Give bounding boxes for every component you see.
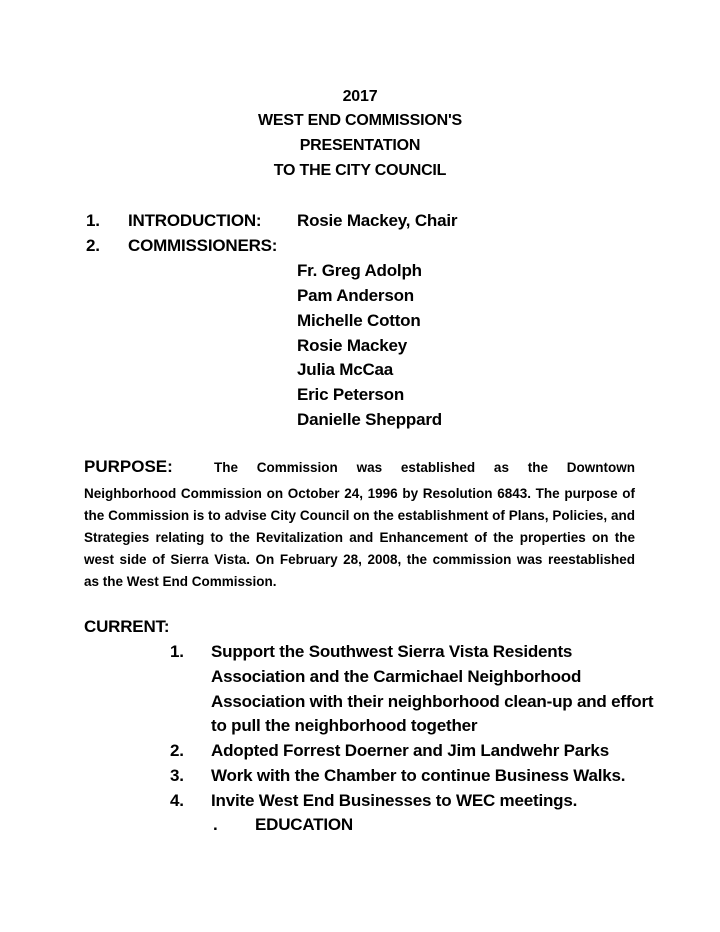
- commissioner-name: Pam Anderson: [297, 286, 414, 305]
- current-item-number: 1.: [170, 642, 184, 661]
- purpose-line: as the West End Commission.: [84, 574, 277, 589]
- current-item-line: Support the Southwest Sierra Vista Residents: [211, 642, 573, 661]
- current-item-line: Invite West End Businesses to WEC meetings.: [211, 791, 578, 810]
- title-commission: WEST END COMMISSION'S: [257, 112, 463, 129]
- current-item-number: 4.: [170, 791, 184, 810]
- commissioner-name: Michelle Cotton: [297, 311, 421, 330]
- commissioner-name: Rosie Mackey: [297, 336, 408, 355]
- commissioner-name: Fr. Greg Adolph: [297, 261, 422, 280]
- purpose-line: The Commission was established as the Downtown: [214, 460, 635, 475]
- purpose-label: PURPOSE:: [84, 457, 173, 476]
- current-item-number: 2.: [170, 741, 184, 760]
- purpose-line: west side of Sierra Vista. On February 28, 2008, the commission was reestablished: [84, 552, 635, 567]
- current-item-number: .: [213, 815, 218, 834]
- current-item-line: Work with the Chamber to continue Business Walks.: [211, 766, 626, 785]
- current-item-number: 3.: [170, 766, 184, 785]
- agenda-item-2-label: COMMISSIONERS:: [128, 236, 278, 255]
- commissioner-name: Julia McCaa: [297, 360, 394, 379]
- current-item-line: EDUCATION: [255, 815, 353, 834]
- title-city-council: TO THE CITY COUNCIL: [273, 162, 447, 179]
- purpose-line: Neighborhood Commission on October 24, 1996 by Resolution 6843. The purpose of: [84, 486, 635, 501]
- agenda-item-1-label: INTRODUCTION:: [128, 211, 262, 230]
- current-item-line: Association and the Carmichael Neighborhood: [211, 667, 582, 686]
- purpose-line: Strategies relating to the Revitalization and Enhancement of the properties on the: [84, 530, 635, 545]
- purpose-line: the Commission is to advise City Council on the establishment of Plans, Policies, and: [84, 508, 635, 523]
- commissioner-name: Danielle Sheppard: [297, 410, 442, 429]
- current-label: CURRENT:: [84, 617, 170, 636]
- title-year: 2017: [342, 88, 378, 105]
- commissioner-name: Eric Peterson: [297, 385, 405, 404]
- agenda-item-2-number: 2.: [86, 236, 100, 255]
- agenda-item-1-number: 1.: [86, 211, 100, 230]
- current-item-line: to pull the neighborhood together: [211, 716, 478, 735]
- title-presentation: PRESENTATION: [299, 137, 421, 154]
- agenda-item-1-value: Rosie Mackey, Chair: [297, 211, 458, 230]
- current-item-line: Association with their neighborhood clean-up and effort: [211, 692, 654, 711]
- purpose-section: [84, 457, 635, 593]
- current-item-line: Adopted Forrest Doerner and Jim Landwehr Parks: [211, 741, 609, 760]
